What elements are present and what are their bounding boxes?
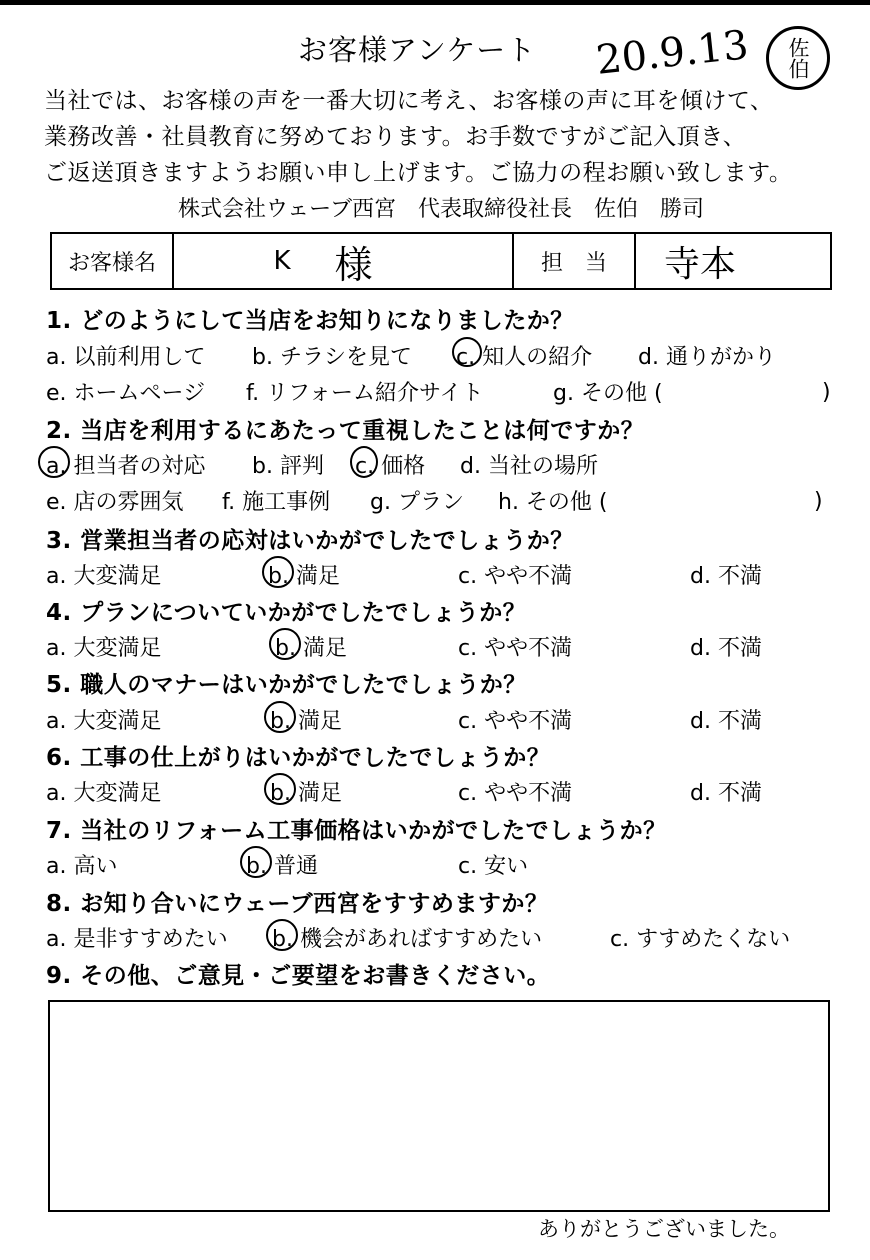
selection-circle: [264, 701, 296, 733]
q1-option-g-close: ): [822, 380, 831, 405]
intro-line-3: ご返送頂きますようお願い申し上げます。ご協力の程お願い致します。: [44, 160, 793, 186]
q3-option-c[interactable]: c. やや不満: [458, 564, 573, 589]
q6-option-d[interactable]: d. 不満: [690, 781, 762, 806]
q5-option-d[interactable]: d. 不満: [690, 709, 762, 734]
selection-circle: [452, 337, 482, 367]
seal-stamp-text: 佐伯: [786, 37, 810, 79]
q5-option-a[interactable]: a. 大変満足: [46, 709, 162, 734]
q2-option-f[interactable]: f. 施工事例: [222, 490, 331, 515]
question-4: 4. プランについていかがでしたでしょうか？: [46, 600, 527, 626]
question-2: 2. 当店を利用するにあたって重視したことは何ですか？: [46, 418, 645, 444]
customer-info-table: [50, 232, 832, 290]
q7-option-a[interactable]: a. 高い: [46, 854, 118, 879]
q8-option-a[interactable]: a. 是非すすめたい: [46, 927, 228, 952]
selection-circle: [266, 919, 298, 951]
q7-option-b[interactable]: b. 普通: [246, 854, 318, 879]
selection-circle: [264, 773, 296, 805]
q2-option-a[interactable]: a. 担当者の対応: [46, 454, 206, 479]
q1-option-d[interactable]: d. 通りがかり: [638, 345, 776, 370]
q1-option-g[interactable]: g. その他 (: [553, 381, 663, 406]
question-7: 7. 当社のリフォーム工事価格はいかがでしたでしょうか？: [46, 818, 667, 844]
question-5: 5. 職人のマナーはいかがでしたでしょうか？: [46, 672, 527, 698]
selection-circle: [240, 846, 272, 878]
q1-option-f[interactable]: f. リフォーム紹介サイト: [246, 381, 484, 406]
q3-option-d[interactable]: d. 不満: [690, 564, 762, 589]
q1-option-e[interactable]: e. ホームページ: [46, 381, 206, 406]
intro-line-1: 当社では、お客様の声を一番大切に考え、お客様の声に耳を傾けて、: [44, 88, 774, 114]
q1-option-b[interactable]: b. チラシを見て: [252, 345, 412, 370]
q3-option-b[interactable]: b. 満足: [268, 564, 340, 589]
question-3: 3. 営業担当者の応対はいかがでしたでしょうか？: [46, 528, 574, 554]
customer-name-value: K: [273, 246, 291, 276]
q4-option-a[interactable]: a. 大変満足: [46, 636, 162, 661]
q6-option-c[interactable]: c. やや不満: [458, 781, 573, 806]
q4-option-b[interactable]: b. 満足: [275, 636, 347, 661]
q2-option-h-close: ): [814, 489, 823, 514]
q1-option-a[interactable]: a. 以前利用して: [46, 345, 206, 370]
q4-option-d[interactable]: d. 不満: [690, 636, 762, 661]
customer-name-field[interactable]: [174, 234, 514, 288]
closing-text: ありがとうございました。: [538, 1217, 790, 1241]
question-8: 8. お知り合いにウェーブ西宮をすすめますか？: [46, 891, 549, 917]
q4-option-c[interactable]: c. やや不満: [458, 636, 573, 661]
staff-name-value: 寺本: [664, 243, 737, 285]
q7-option-c[interactable]: c. 安い: [458, 854, 529, 879]
intro-line-2: 業務改善・社員教育に努めております。お手数ですがご記入頂き、: [44, 124, 747, 150]
q2-option-d[interactable]: d. 当社の場所: [460, 454, 598, 479]
customer-name-label: お客様名: [52, 234, 174, 288]
handwritten-date: 20.9.13: [594, 22, 751, 84]
selection-circle: [262, 556, 294, 588]
question-1: 1. どのようにして当店をお知りになりましたか？: [46, 308, 574, 334]
selection-circle: [269, 628, 301, 660]
q8-option-b[interactable]: b. 機会があればすすめたい: [272, 927, 543, 952]
q5-option-b[interactable]: b. 満足: [270, 709, 342, 734]
customer-honorific: 様: [334, 242, 373, 287]
q8-option-c[interactable]: c. すすめたくない: [610, 927, 791, 952]
q2-option-h[interactable]: h. その他 (: [498, 490, 608, 515]
q1-option-c[interactable]: c. 知人の紹介: [456, 345, 593, 370]
q2-option-b[interactable]: b. 評判: [252, 454, 324, 479]
q2-option-c[interactable]: c. 価格: [355, 454, 426, 479]
company-signature: 株式会社ウェーブ西宮 代表取締役社長 佐伯 勝司: [178, 197, 705, 222]
selection-circle: [38, 446, 70, 478]
comment-box[interactable]: [48, 1000, 830, 1212]
q6-option-b[interactable]: b. 満足: [270, 781, 342, 806]
q3-option-a[interactable]: a. 大変満足: [46, 564, 162, 589]
q2-option-e[interactable]: e. 店の雰囲気: [46, 490, 184, 515]
question-6: 6. 工事の仕上がりはいかがでしたでしょうか？: [46, 745, 551, 771]
top-border: [0, 0, 870, 5]
q6-option-a[interactable]: a. 大変満足: [46, 781, 162, 806]
staff-name-field[interactable]: [636, 234, 829, 288]
question-9: 9. その他、ご意見・ご要望をお書きください。: [46, 963, 551, 989]
selection-circle: [350, 446, 378, 478]
q2-option-g[interactable]: g. プラン: [370, 490, 464, 515]
staff-label: 担 当: [514, 234, 636, 288]
survey-title: お客様アンケート: [298, 33, 537, 67]
q5-option-c[interactable]: c. やや不満: [458, 709, 573, 734]
seal-stamp: [766, 26, 830, 90]
